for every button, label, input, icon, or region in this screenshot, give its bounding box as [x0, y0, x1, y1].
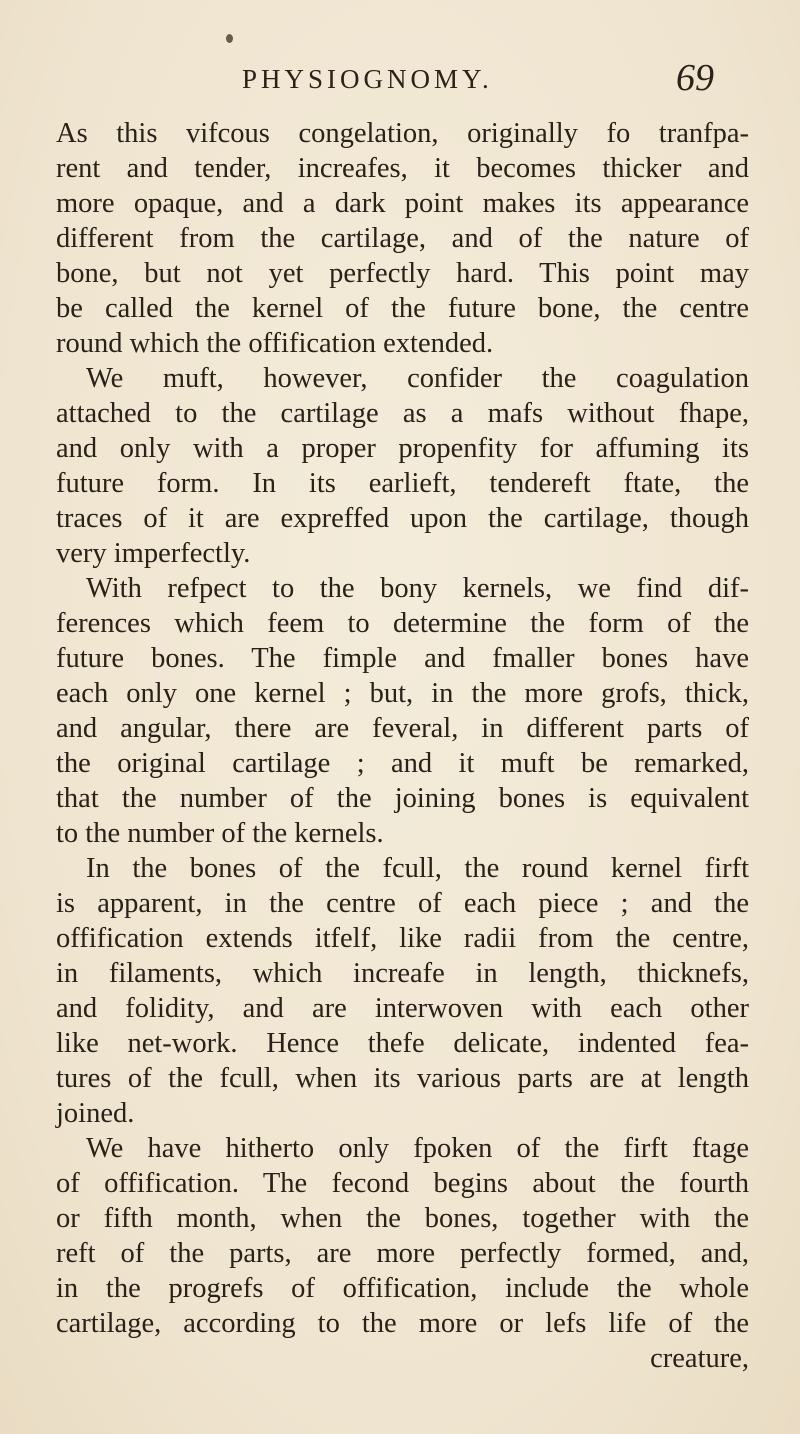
text-line: the original cartilage ; and it muft be remarked,	[56, 748, 749, 779]
text-line: We muft, however, confider the coagulation	[86, 363, 749, 394]
text-line: each only one kernel ; but, in the more grofs, thick,	[56, 678, 749, 709]
text-line: reft of the parts, are more perfectly formed, and,	[56, 1238, 749, 1269]
text-line: We have hitherto only fpoken of the firft ftage	[86, 1133, 749, 1164]
text-line: or fifth month, when the bones, together with the	[56, 1203, 749, 1234]
text-line: As this vifcous congelation, originally fo tranfpa-	[56, 118, 749, 149]
text-line: in the progrefs of offification, include the whole	[56, 1273, 749, 1304]
text-line: bone, but not yet perfectly hard. This point may	[56, 258, 749, 289]
page-number: 69	[676, 57, 714, 99]
text-line: and angular, there are feveral, in different parts of	[56, 713, 749, 744]
text-line: and folidity, and are interwoven with each other	[56, 993, 749, 1024]
text-line: very imperfectly.	[56, 538, 251, 569]
text-line: more opaque, and a dark point makes its appearance	[56, 188, 749, 219]
text-line: and only with a proper propenfity for affuming its	[56, 433, 749, 464]
text-line: round which the offification extended.	[56, 328, 494, 359]
text-line: ferences which feem to determine the form of the	[56, 608, 749, 639]
text-line: attached to the cartilage as a mafs without fhape,	[56, 398, 749, 429]
text-line: offification extends itfelf, like radii from the centre,	[56, 923, 749, 954]
text-line: In the bones of the fcull, the round kernel firft	[86, 853, 749, 884]
running-head: PHYSIOGNOMY.	[242, 64, 493, 94]
text-line: traces of it are expreffed upon the cartilage, though	[56, 503, 749, 534]
text-line: With refpect to the bony kernels, we find dif-	[86, 573, 749, 604]
text-line: be called the kernel of the future bone, the centre	[56, 293, 749, 324]
text-line: like net-work. Hence thefe delicate, indented fea-	[56, 1028, 749, 1059]
text-line: is apparent, in the centre of each piece ; and the	[56, 888, 749, 919]
text-line: future form. In its earlieft, tendereft ftate, the	[56, 468, 749, 499]
text-line: joined.	[56, 1098, 135, 1129]
text-line: cartilage, according to the more or lefs life of the	[56, 1308, 749, 1339]
text-line: future bones. The fimple and fmaller bones have	[56, 643, 749, 674]
text-line: of offification. The fecond begins about the fourth	[56, 1168, 749, 1199]
ink-dot-mark	[226, 34, 233, 43]
text-line: tures of the fcull, when its various parts are at length	[56, 1063, 749, 1094]
text-line: rent and tender, increafes, it becomes thicker and	[56, 153, 749, 184]
text-line: to the number of the kernels.	[56, 818, 384, 849]
text-line: that the number of the joining bones is equivalent	[56, 783, 749, 814]
text-line: in filaments, which increafe in length, thicknefs,	[56, 958, 749, 989]
text-line: different from the cartilage, and of the nature of	[56, 223, 749, 254]
catchword-line: creature,	[650, 1343, 749, 1374]
